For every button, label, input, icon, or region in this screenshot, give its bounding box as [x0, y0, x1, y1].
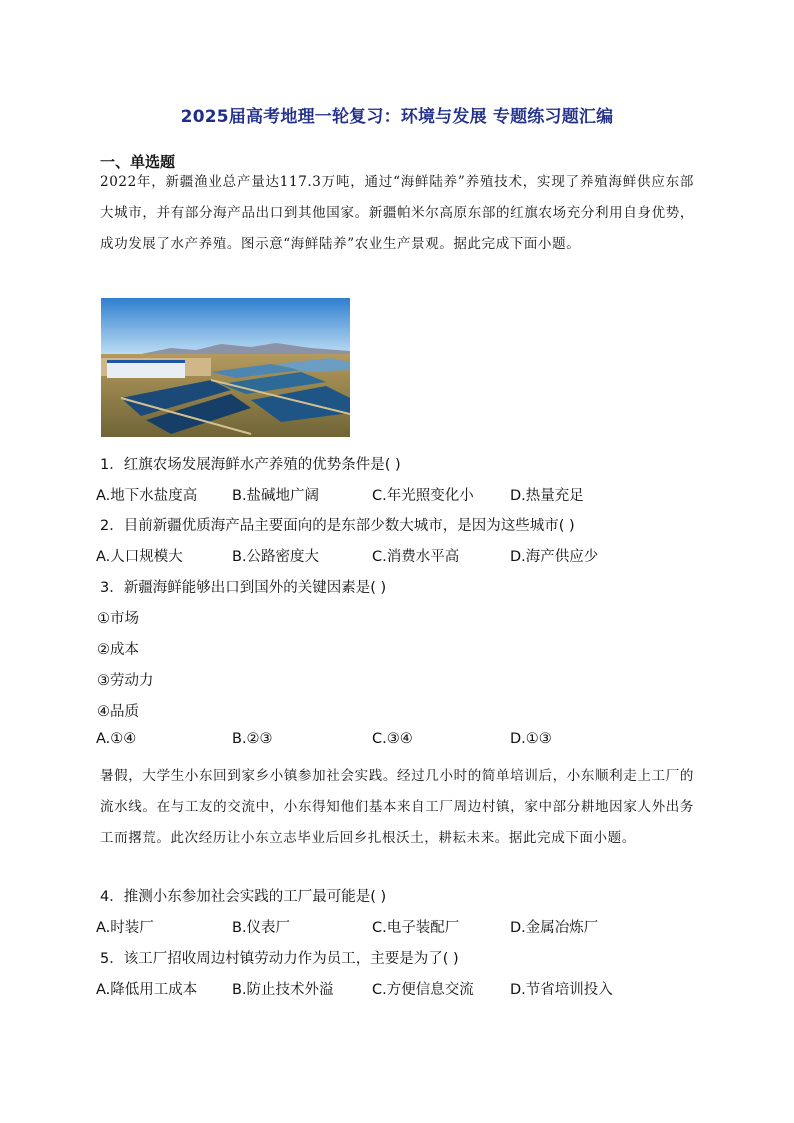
section-heading: 一、单选题 [100, 153, 176, 171]
question-1-stem: 1．红旗农场发展海鲜水产养殖的优势条件是( ) [100, 457, 401, 473]
question-2-option-b[interactable]: B.公路密度大 [232, 549, 320, 565]
question-3-option-b[interactable]: B.②③ [232, 731, 273, 747]
question-4-option-c[interactable]: C.电子装配厂 [372, 920, 460, 936]
question-3-options [96, 731, 736, 755]
question-1-option-c[interactable]: C.年光照变化小 [372, 488, 474, 504]
question-4-options [96, 916, 736, 940]
question-4-option-b[interactable]: B.仪表厂 [232, 920, 291, 936]
question-1-option-a[interactable]: A.地下水盐度高 [96, 488, 198, 504]
question-3-item-1: ①市场 [97, 611, 139, 627]
question-5-stem: 5．该工厂招收周边村镇劳动力作为员工，主要是为了( ) [100, 951, 459, 967]
question-4-stem: 4．推测小东参加社会实践的工厂最可能是( ) [100, 889, 387, 905]
reading-passage-2: 暑假，大学生小东回到家乡小镇参加社会实践。经过几小时的简单培训后，小东顺利走上工厂的流水线。在与工友的交流中，小东得知他们基本来自工厂周边村镇，家中部分耕地因家人外出务工而撂荒。此次经历让小东立志毕业后回乡扎根沃土，耕耘未来。据此完成下面小题。 [100, 768, 694, 846]
question-1-option-d[interactable]: D.热量充足 [510, 488, 584, 504]
question-3-item-4: ④品质 [97, 704, 139, 720]
question-3-item-2: ②成本 [97, 642, 139, 658]
page-title: 2025届高考地理一轮复习：环境与发展 专题练习题汇编 [180, 107, 614, 127]
question-4-option-a[interactable]: A.时装厂 [96, 920, 154, 936]
question-2-option-c[interactable]: C.消费水平高 [372, 549, 460, 565]
reading-passage-1: 2022年，新疆渔业总产量达117.3万吨，通过“海鲜陆养”养殖技术，实现了养殖海鲜供应东部大城市，并有部分海产品出口到其他国家。新疆帕米尔高原东部的红旗农场充分利用自身优势，成功发展了水产养殖。图示意“海鲜陆养”农业生产景观。据此完成下面小题。 [100, 174, 694, 252]
question-5-option-a[interactable]: A.降低用工成本 [96, 982, 198, 998]
question-3-stem: 3．新疆海鲜能够出口到国外的关键因素是( ) [100, 580, 387, 596]
question-2-option-d[interactable]: D.海产供应少 [510, 549, 599, 565]
question-1-option-b[interactable]: B.盐碱地广阔 [232, 488, 320, 504]
question-2-options [96, 545, 736, 569]
question-2-stem: 2．目前新疆优质海产品主要面向的是东部少数大城市，是因为这些城市( ) [100, 518, 575, 534]
question-5-option-b[interactable]: B.防止技术外溢 [232, 982, 334, 998]
question-3-option-a[interactable]: A.①④ [96, 731, 137, 747]
fish-farm-photo [101, 298, 350, 437]
question-5-options [96, 978, 736, 1002]
question-4-option-d[interactable]: D.金属冶炼厂 [510, 920, 599, 936]
question-1-options [96, 484, 736, 508]
question-5-option-d[interactable]: D.节省培训投入 [510, 982, 613, 998]
question-3-item-3: ③劳动力 [97, 673, 154, 689]
question-5-option-c[interactable]: C.方便信息交流 [372, 982, 474, 998]
question-3-option-d[interactable]: D.①③ [510, 731, 552, 747]
question-2-option-a[interactable]: A.人口规模大 [96, 549, 183, 565]
question-3-option-c[interactable]: C.③④ [372, 731, 413, 747]
